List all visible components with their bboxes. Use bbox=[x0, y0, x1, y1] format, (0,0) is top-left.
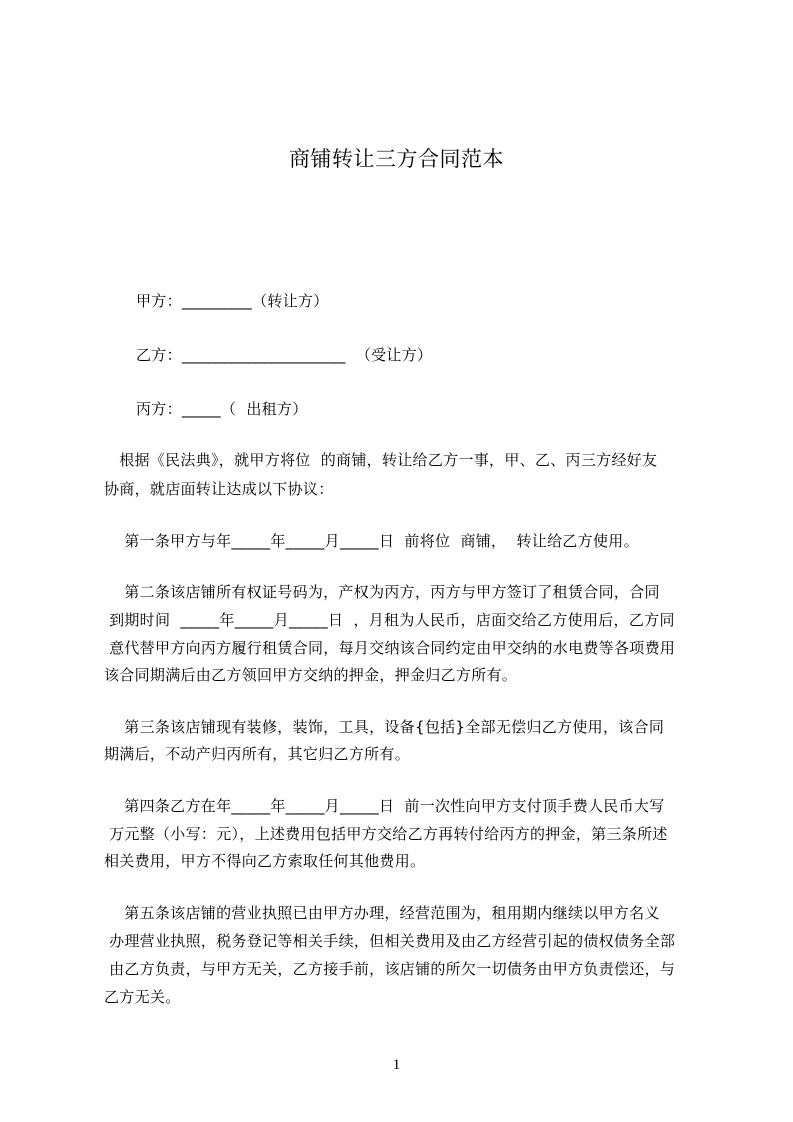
article-2-line: 该合同期满后由乙方领回甲方交纳的押金，押金归乙方所有。 bbox=[104, 666, 518, 684]
party-c-line: 丙方：_____（ 出租方） bbox=[136, 400, 308, 418]
article-5-line: 第五条该店铺的营业执照已由甲方办理，经营范围为，租用期内继续以甲方名义 bbox=[104, 904, 660, 922]
article-5-line: 由乙方负责，与甲方无关，乙方接手前，该店铺的所欠一切债务由甲方负责偿还，与 bbox=[104, 960, 676, 978]
article-2-line: 到期时间 _____年_____月_____日 ，月租为人民币，店面交给乙方使用后，乙方同 bbox=[104, 611, 675, 629]
article-2-line: 意代替甲方向丙方履行租赁合同，每月交纳该合同约定由甲交纳的水电费等各项费用 bbox=[104, 639, 676, 657]
party-a-line: 甲方：_________（转让方） bbox=[136, 292, 329, 310]
article-4-line: 第四条乙方在年_____年_____月_____日 前一次性向甲方支付顶手费人民币大写 bbox=[104, 797, 665, 815]
article-4-line: 相关费用，甲方不得向乙方索取任何其他费用。 bbox=[104, 852, 426, 870]
article-5-line: 乙方无关。 bbox=[104, 988, 181, 1006]
preamble-line: 根据《民法典》，就甲方将位 的商铺，转让给乙方一事，甲、乙、丙三方经好友 bbox=[104, 451, 658, 469]
article-2-line: 第二条该店铺所有权证号码为，产权为丙方，丙方与甲方签订了租赁合同，合同 bbox=[104, 583, 660, 601]
preamble-line: 协商，就店面转让达成以下协议： bbox=[104, 480, 334, 498]
article-1-line: 第一条甲方与年_____年_____月_____日 前将位 商铺， 转让给乙方使用。 bbox=[104, 532, 639, 550]
article-3-line: 第三条该店铺现有装修，装饰，工具，设备{包括}全部无偿归乙方使用，该合同 bbox=[104, 718, 665, 736]
article-4-line: 万元整（小写：元），上述费用包括甲方交给乙方再转付给丙方的押金，第三条所述 bbox=[104, 825, 668, 843]
page-title: 商铺转让三方合同范本 bbox=[289, 147, 504, 171]
article-3-line: 期满后，不动产归丙所有，其它归乙方所有。 bbox=[104, 745, 411, 763]
article-5-line: 办理营业执照，税务登记等相关手续，但相关费用及由乙方经营引起的债权债务全部 bbox=[104, 932, 676, 950]
party-b-line: 乙方：_____________________ （受让方） bbox=[136, 346, 433, 364]
page-number: 1 bbox=[392, 1057, 401, 1073]
